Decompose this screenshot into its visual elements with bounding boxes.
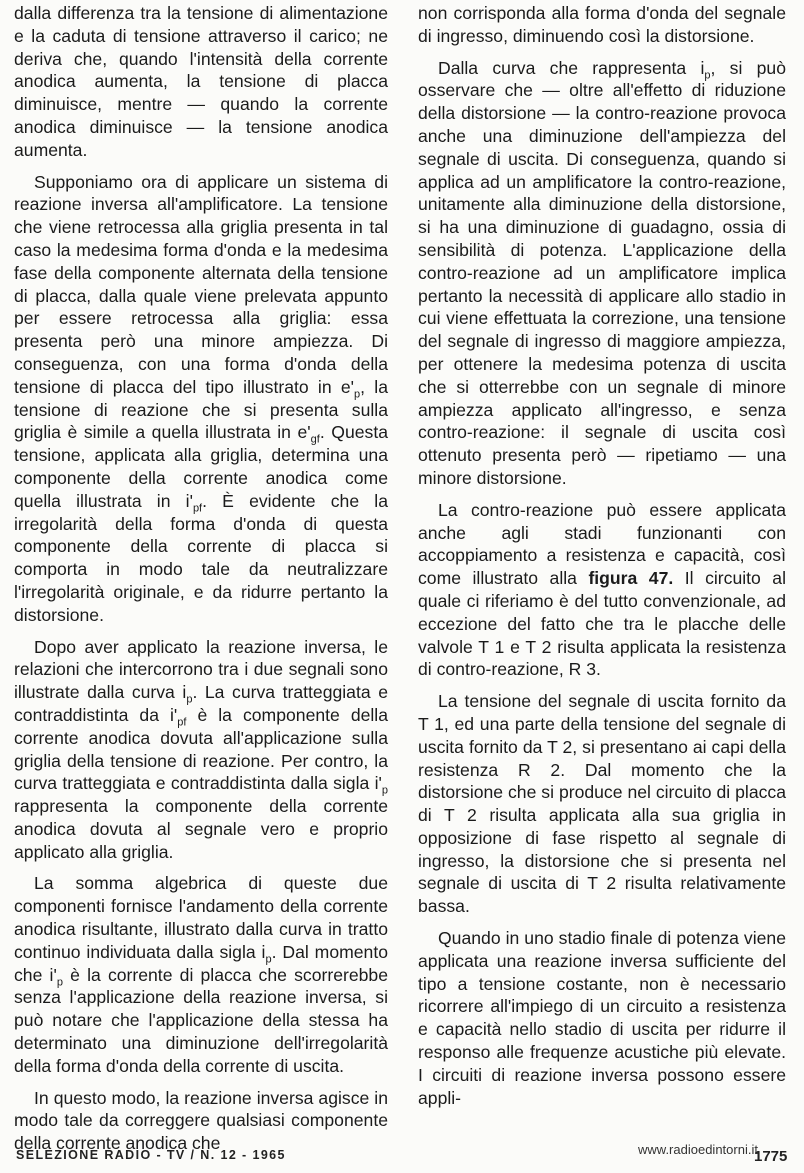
paragraph: La somma algebrica di queste due componenti fornisce l'andamento della corrente anodica risultante, illustrato dalla curva in tratto continuo individuata dalla sigla $i_p$. Dal momento che $i'_p$ è la corrente di placca che scorrerebbe senza l'applicazione della reazione inversa, si può notare che l'applicazione della stessa ha determinato una diminuzione dell'irregolarità della forma d'onda della corrente di uscita.: [14, 873, 388, 1076]
page-number: 1775: [754, 1148, 788, 1165]
paragraph: In questo modo, la reazione inversa agisce in modo tale da correggere qualsiasi componente della corrente anodica che: [14, 1087, 388, 1154]
paragraph: Dopo aver applicato la reazione inversa, le relazioni che intercorrono tra i due segnali sono illustrate dalla curva $i_p$. La curva tratteggiata e contraddistinta da $i'_{pf}$ è la componente della corrente anodica dovuta all'applicazione sulla griglia della tensione di reazione. Per contro, la curva tratteggiata e contraddistinta dalla sigla $i'_p$ rappresenta la componente della corrente anodica dovuta al segnale vero e proprio applicato alla griglia.: [14, 636, 388, 862]
page-footer: [0, 1142, 804, 1173]
paragraph: dalla differenza tra la tensione di alimentazione e la caduta di tensione attraverso il carico; ne deriva che, quando l'intensità della corrente anodica aumenta, la tensione di placca diminuisce, mentre — quando la corrente anodica diminuisce — la tensione anodica aumenta.: [14, 3, 388, 160]
figure-reference: figura 47.: [588, 568, 674, 589]
journal-title: SELEZIONE RADIO - TV / N. 12 - 1965: [16, 1148, 286, 1162]
watermark: www.radioedintorni.it: [638, 1142, 758, 1157]
paragraph: Dalla curva che rappresenta $i_p$, si può osservare che — oltre all'effetto di riduzione della distorsione — la contro-reazione provoca anche una diminuzione dell'ampiezza del segnale di uscita. Di conseguenza, quando si applica ad un amplificatore la contro-reazione, unitamente alla diminuzione della distorsione, si ha una diminuzione di guadagno, ossia di sensibilità di potenza. L'applicazione della contro-reazione ad un amplificatore implica pertanto la necessità di applicare allo stadio in cui viene effettuata la correzione, una tensione del segnale di ingresso di maggiore ampiezza, per ottenere la medesima potenza di uscita che si otterrebbe con un segnale di minore ampiezza applicato all'ingresso, e senza contro-reazione: il segnale di uscita così ottenuto presenta però — ripetiamo — una minore distorsione.: [418, 57, 786, 488]
right-column: [418, 2, 786, 1118]
paragraph: Quando in uno stadio finale di potenza viene applicata una reazione inversa sufficiente del tipo a tensione costante, non è necessario ricorrere all'impiego di un circuito a resistenza e capacità nello stadio di uscita per ridurre il responso alle frequenze acustiche più elevate. I circuiti di reazione inversa possono essere appli-: [418, 928, 786, 1108]
paragraph: La contro-reazione può essere applicata anche agli stadi funzionanti con accoppiamento a resistenza e capacità, così come illustrato alla figura 47. Il circuito al quale ci riferiamo è del tutto convenzionale, ad eccezione del fatto che tra le placche delle valvole T 1 e T 2 risulta applicata la resistenza di contro-reazione, R 3.: [418, 499, 787, 680]
paragraph: non corrisponda alla forma d'onda del segnale di ingresso, diminuendo così la distorsione.: [418, 3, 786, 46]
left-column: [14, 2, 388, 1164]
paragraph: Supponiamo ora di applicare un sistema di reazione inversa all'amplificatore. La tensione che viene retrocessa alla griglia presenta in tal caso la medesima forma d'onda e la medesima fase della componente alternata della tensione di placca, dalla quale viene prelevata appunto per essere retrocessa alla griglia: essa presenta però una minore ampiezza. Di conseguenza, con una forma d'onda della tensione di placca del tipo illustrato in $e'_p$, la tensione di reazione che si presenta sulla griglia è simile a quella illustrata in $e'_{gf}$. Questa tensione, applicata alla griglia, determina una componente della corrente anodica come quella illustrata in $i'_{pf}$. È evidente che la irregolarità della forma d'onda di questa componente della corrente di placca si comporta in modo tale da neutralizzare l'irregolarità originale, e da ridurre pertanto la distorsione.: [14, 171, 388, 625]
paragraph: La tensione del segnale di uscita fornito da T 1, ed una parte della tensione del segnale di uscita fornito da T 2, si presentano ai capi della resistenza R 2. Dal momento che la distorsione che si produce nel circuito di placca di T 2 risulta applicata alla sua griglia in opposizione di fase rispetto al segnale di ingresso, la distorsione che si presenta nel segnale di uscita di T 2 risulta relativamente bassa.: [418, 691, 786, 917]
